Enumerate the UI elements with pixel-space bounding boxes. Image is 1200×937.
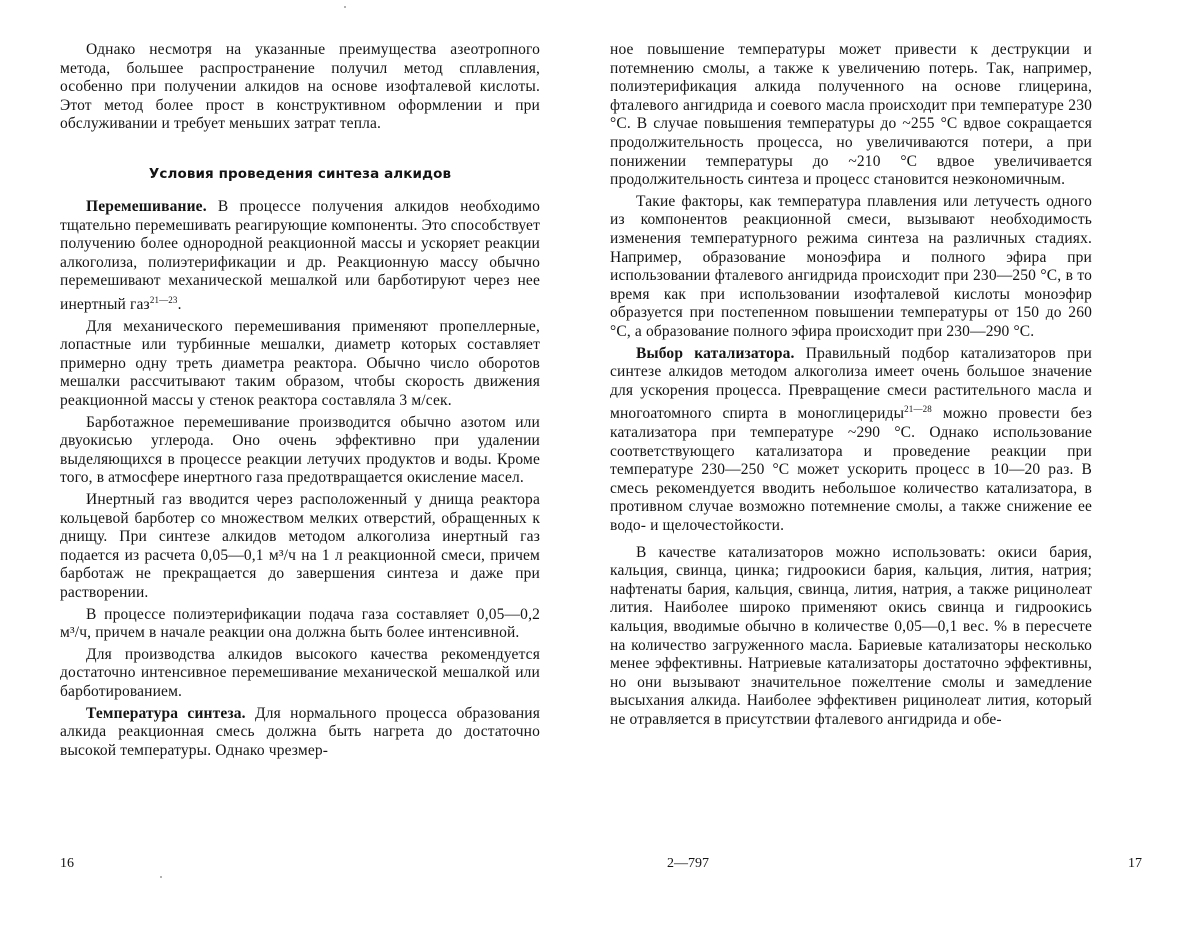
catalyst-text-1: Правильный подбор катализаторов при синтезе алкидов методом алкоголиза имеет очень большое значение для ускорения процесса. Превращение смеси растительного масла и многоатомного спирта в моноглицериды xyxy=(610,344,1092,423)
mixing-lead: Перемешивание. xyxy=(86,197,207,215)
catalyst-reference: 21—28 xyxy=(904,404,932,415)
mechanical-paragraph: Для механического перемешивания применяют пропеллерные, лопастные или турбинные мешалки, диаметр которых составляет примерно одну треть диаметра реактора. Обычно число оборотов мешалки рассчитывают таким образом, чтобы скорость движения реакционной массы у стенок реактора составляла 3 м/сек. xyxy=(60,317,540,410)
speck-mark xyxy=(344,6,346,8)
signature-mark: 2—797 xyxy=(667,856,709,871)
quality-paragraph: Для производства алкидов высокого качества рекомендуется достаточно интенсивное перемешивание механической мешалкой или барботированием. xyxy=(60,645,540,700)
right-page xyxy=(600,0,1200,937)
temperature-paragraph xyxy=(60,705,540,761)
page-number-left: 16 xyxy=(60,856,74,871)
catalysts-list-paragraph: В качестве катализаторов можно использовать: окиси бария, кальция, свинца, цинка; гидроокиси бария, кальция, лития, натрия; нафтенаты бария, кальция, свинца, лития, натрия, а также рицинолеат лития. Наиболее широко применяют окись свинца и гидроокись кальция, вводимые обычно в количестве 0,05—0,1 вес. % в пересчете на количество загруженного масла. Бариевые катализаторы несколько менее эффективны. Натриевые катализаторы достаточно эффективны, но они вызывают значительное пожелтение смолы и замедление высыхания алкида. Наиболее эффективен рицинолеат лития, который не отравляется в присутствии фталевого ангидрида и обе- xyxy=(610,543,1092,728)
factors-paragraph: Такие факторы, как температура плавления или летучесть одного из компонентов реакционной смеси, вызывают необходимость изменения температурного режима синтеза на различных стадиях. Например, образование моноэфира и полного эфира при использовании фталевого ангидрида происходит при 230—250 °С, в то время как при использовании изофталевой кислоты моноэфир образуется при постепенном повышении температуры от 150 до 260 °С, а образование полного эфира происходит при 230—290 °С. xyxy=(610,192,1092,340)
catalyst-paragraph xyxy=(610,345,1092,536)
continuation-paragraph: ное повышение температуры может привести к деструкции и потемнению смолы, а также к увеличению потерь. Так, например, полиэтерификация алкида полученного на основе глицерина, фталевого ангидрида и соевого масла происходит при температуре 230 °С. В случае повышения температуры до ~255 °С вдвое сокращается продолжительность процесса, но увеличиваются потери, а при понижении температуры до ~210 °С вдвое увеличивается продолжительность синтеза и процесс становится неэкономичным. xyxy=(610,41,1092,189)
mixing-end: . xyxy=(177,296,182,314)
mixing-reference: 21—23 xyxy=(149,294,178,305)
polyesterification-paragraph: В процессе полиэтерификации подача газа составляет 0,05—0,2 м³/ч, причем в начале реакции она должна быть более интенсивной. xyxy=(60,605,540,642)
speck-mark xyxy=(160,876,162,878)
catalyst-lead: Выбор катализатора. xyxy=(636,344,795,362)
mixing-text: В процессе получения алкидов необходимо тщательно перемешивать реагирующие компоненты. Это способствует получению более однородной реакционной массы и ускоряет реакции алкоголиза, полиэтерификации и др. Реакционную массу обычно перемешивают механической мешалкой или барботируют через нее инертный газ xyxy=(60,197,540,314)
intro-paragraph: Однако несмотря на указанные преимущества азеотропного метода, большее распространение получил метод сплавления, особенно при получении алкидов на основе изофталевой кислоты. Этот метод более прост в конструктивном оформлении и при обслуживании и требует меньших затрат тепла. xyxy=(60,41,540,133)
temperature-lead: Температура синтеза. xyxy=(86,704,246,722)
page-number-right: 17 xyxy=(1128,856,1142,871)
section-heading: Условия проведения синтеза алкидов xyxy=(148,165,452,182)
right-text-column xyxy=(610,41,1092,730)
temperature-text: Для нормального процесса образования алкида реакционная смесь должна быть нагрета до достаточно высокой температуры. Однако чрезмер- xyxy=(60,704,540,759)
inert-gas-paragraph: Инертный газ вводится через расположенный у днища реактора кольцевой барботер со множеством мелких отверстий, обращенных к днищу. При синтезе алкидов методом алкоголиза инертный газ подается из расчета 0,05—0,1 м³/ч на 1 л реакционной смеси, причем барботаж не прекращается до завершения синтеза и даже при растворении. xyxy=(60,491,540,601)
catalyst-text-2: можно провести без катализатора при температуре ~290 °С. Однако использование соответствующего катализатора и проведение реакции при температуре 230—250 °С может ускорить процесс в 10—20 раз. В смесь рекомендуется вводить небольшое количество катализатора, в противном случае возможно потемнение смолы, а также снижение ее водо- и щелочестойкости. xyxy=(610,405,1092,534)
left-text-column xyxy=(60,41,540,760)
barbotage-paragraph: Барботажное перемешивание производится обычно азотом или двуокисью углерода. Оно очень эффективно при удалении выделяющихся в процессе реакции летучих продуктов и воды. Кроме того, в атмосфере инертного газа предотвращается окисление масел. xyxy=(60,413,540,487)
mixing-paragraph xyxy=(60,198,540,315)
